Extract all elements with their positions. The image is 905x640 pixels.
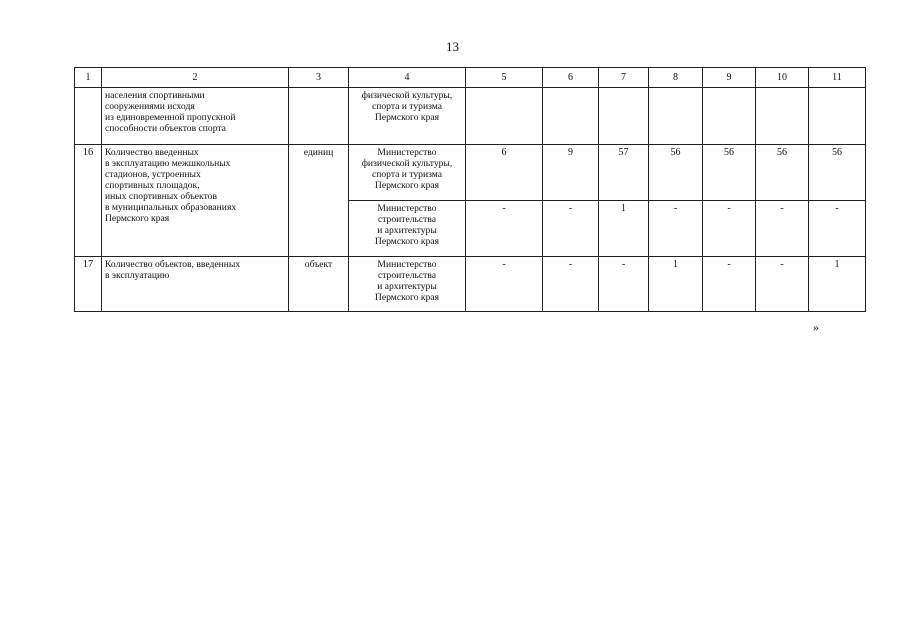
ministry-text: физической культуры, спорта и туризма Пермского края <box>361 90 453 123</box>
ministry-text: Министерство физической культуры, спорта и туризма Пермского края <box>361 147 453 191</box>
header-cell: 5 <box>466 68 543 88</box>
page-number: 13 <box>446 39 459 54</box>
value-cell: - <box>599 257 649 312</box>
value-cell: 56 <box>756 145 809 201</box>
unit-cell: единиц <box>289 145 349 257</box>
indicators-table <box>74 67 866 312</box>
header-cell: 4 <box>349 68 466 88</box>
value-cell <box>809 88 866 145</box>
header-row <box>75 68 866 88</box>
value-cell: 1 <box>809 257 866 312</box>
ministry-cell <box>349 201 466 257</box>
indicator-text: Количество объектов, введенных в эксплуатацию <box>105 259 241 281</box>
header-cell: 7 <box>599 68 649 88</box>
row-number-cell <box>75 88 102 145</box>
unit-cell: объект <box>289 257 349 312</box>
indicator-text: населения спортивными сооружениями исходя из единовременной пропускной способности объектов спорта <box>105 90 236 134</box>
value-cell: - <box>466 257 543 312</box>
value-cell: 1 <box>599 201 649 257</box>
value-cell: 56 <box>649 145 703 201</box>
value-cell: - <box>543 201 599 257</box>
indicator-cell <box>102 88 289 145</box>
value-cell: - <box>756 201 809 257</box>
ministry-text: Министерство строительства и архитектуры Пермского края <box>374 203 440 247</box>
value-cell <box>466 88 543 145</box>
value-cell: 56 <box>703 145 756 201</box>
table-row-16 <box>75 145 866 201</box>
value-cell: 6 <box>466 145 543 201</box>
indicator-text: Количество введенных в эксплуатацию межшкольных стадионов, устроенных спортивных площадок, иных спортивных объектов в муниципальных образованиях Пермского края <box>105 147 237 224</box>
header-cell: 9 <box>703 68 756 88</box>
value-cell: - <box>466 201 543 257</box>
value-cell: - <box>703 257 756 312</box>
value-cell: - <box>649 201 703 257</box>
header-cell: 10 <box>756 68 809 88</box>
table-row-17 <box>75 257 866 312</box>
value-cell <box>756 88 809 145</box>
value-cell: 56 <box>809 145 866 201</box>
value-cell <box>599 88 649 145</box>
value-cell <box>703 88 756 145</box>
value-cell: - <box>703 201 756 257</box>
indicator-cell <box>102 145 289 257</box>
ministry-text: Министерство строительства и архитектуры Пермского края <box>374 259 440 303</box>
header-cell: 6 <box>543 68 599 88</box>
value-cell: 9 <box>543 145 599 201</box>
unit-cell <box>289 88 349 145</box>
value-cell <box>649 88 703 145</box>
value-cell <box>543 88 599 145</box>
ministry-cell <box>349 257 466 312</box>
header-cell: 1 <box>75 68 102 88</box>
header-cell: 2 <box>102 68 289 88</box>
indicator-cell <box>102 257 289 312</box>
value-cell: - <box>809 201 866 257</box>
ministry-cell <box>349 145 466 201</box>
value-cell: 57 <box>599 145 649 201</box>
row-number: 16 <box>75 145 102 257</box>
value-cell: - <box>756 257 809 312</box>
header-cell: 11 <box>809 68 866 88</box>
value-cell: 1 <box>649 257 703 312</box>
closing-quote: » <box>813 320 819 334</box>
table-row-continuation <box>75 88 866 145</box>
header-cell: 3 <box>289 68 349 88</box>
row-number: 17 <box>75 257 102 312</box>
ministry-cell <box>349 88 466 145</box>
value-cell: - <box>543 257 599 312</box>
header-cell: 8 <box>649 68 703 88</box>
